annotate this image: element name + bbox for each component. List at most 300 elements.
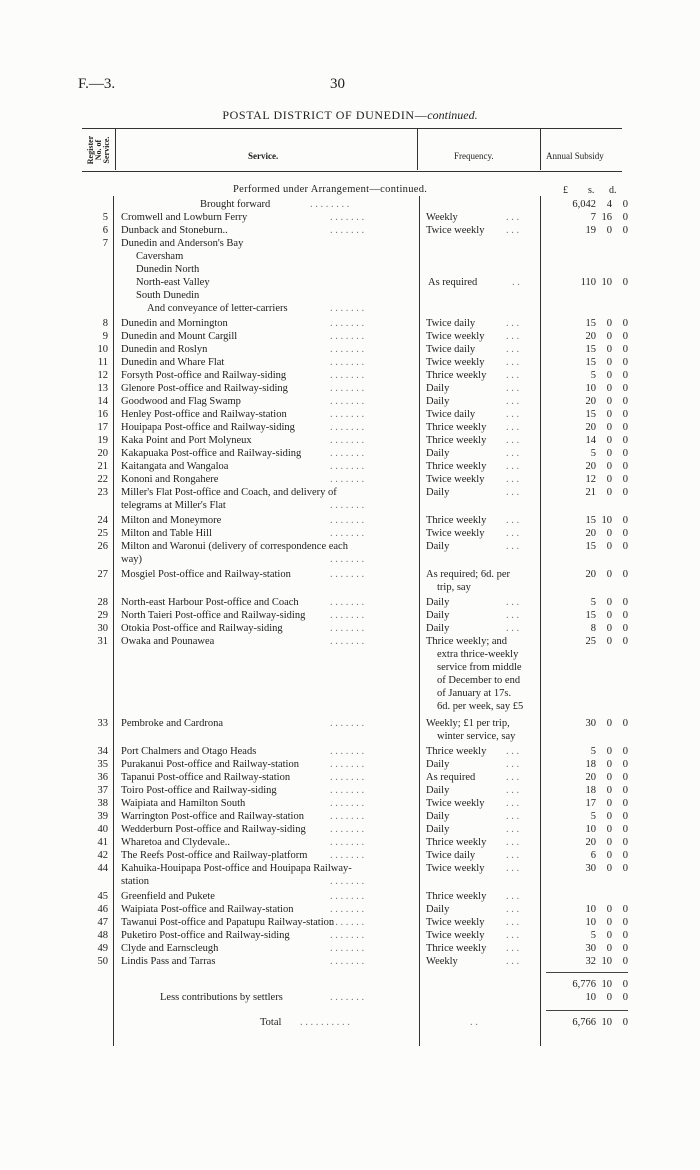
leader-dots: . . . . . . .: [330, 904, 365, 915]
leader-dots: . . . . . . .: [330, 357, 365, 368]
leader-dots: . . . . . . .: [330, 370, 365, 381]
row-amount-shillings: 0: [606, 383, 612, 394]
row-amount-pounds: 12: [585, 474, 596, 485]
row-amount-shillings: 0: [606, 474, 612, 485]
leader-dots: . . . . . . .: [330, 409, 365, 420]
service-name: Milton and Moneymore: [121, 515, 222, 526]
leader-dots: . . . . . . .: [330, 225, 365, 236]
leader-dots: . . . . . . .: [330, 956, 365, 967]
row-amount-pounds: 8: [590, 623, 596, 634]
leader-dots: . . .: [506, 904, 520, 915]
row-amount-pounds: 5: [590, 370, 596, 381]
row-amount-pounds: 10: [585, 824, 596, 835]
frequency-column-rule: [417, 128, 418, 170]
register-number: 31: [97, 636, 108, 647]
service-name: Dunedin and Whare Flat: [121, 357, 225, 368]
row-amount-pence: 0: [622, 943, 628, 954]
frequency-body-rule: [419, 196, 420, 1046]
leader-dots: . . .: [506, 448, 520, 459]
leader-dots: . . . . . . .: [330, 569, 365, 580]
row-amount-pence: 0: [622, 746, 628, 757]
service-name: Dunedin and Mount Cargill: [121, 331, 238, 342]
row-amount-pence: 0: [622, 212, 628, 223]
row-amount-shillings: 0: [606, 904, 612, 915]
leader-dots: . . . . . . .: [330, 303, 365, 314]
service-name: Kaka Point and Port Molyneux: [121, 435, 252, 446]
row-amount-pounds: 15: [585, 344, 596, 355]
service-name: Dunedin and Anderson's Bay: [121, 238, 244, 249]
row-amount-shillings: 0: [606, 357, 612, 368]
register-number: 14: [97, 396, 108, 407]
leader-dots: . . .: [506, 863, 520, 874]
page-number: 30: [330, 76, 345, 92]
row-amount-shillings: 0: [606, 930, 612, 941]
row-amount-shillings: 0: [606, 746, 612, 757]
leader-dots: . . . . . . . .: [310, 199, 350, 210]
leader-dots: . . . . . . .: [330, 396, 365, 407]
service-line: South Dunedin: [136, 290, 200, 301]
register-number: 25: [97, 528, 108, 539]
register-body-rule: [113, 196, 114, 1046]
service-name: Miller's Flat Post-office and Coach, and delivery of: [121, 487, 337, 498]
leader-dots: . . . . . . .: [330, 610, 365, 621]
leader-dots: . . . . . . .: [330, 876, 365, 887]
leader-dots: . . . . . . .: [330, 331, 365, 342]
frequency: Daily: [426, 759, 450, 770]
leader-dots: . . . . . . .: [330, 759, 365, 770]
leader-dots: . . .: [506, 357, 520, 368]
frequency: Daily: [426, 541, 450, 552]
register-column-header: [86, 132, 112, 168]
row-amount-pence: 0: [622, 370, 628, 381]
frequency: As required; 6d. per: [426, 569, 510, 580]
row-amount-pence: 0: [622, 422, 628, 433]
title-main: POSTAL DISTRICT OF DUNEDIN—: [222, 108, 428, 122]
row-amount-shillings: 0: [606, 528, 612, 539]
service-name: Lindis Pass and Tarras: [121, 956, 216, 967]
leader-dots: . . . . . . .: [330, 435, 365, 446]
row-amount-pounds: 30: [585, 943, 596, 954]
row-amount-shillings: 16: [601, 212, 612, 223]
register-number: 17: [97, 422, 108, 433]
leader-dots: . . .: [506, 487, 520, 498]
row-amount-pence: 0: [622, 528, 628, 539]
pounds-symbol: £: [563, 185, 568, 196]
service-name: North Taieri Post-office and Railway-siding: [121, 610, 306, 621]
row-amount-shillings: 0: [606, 798, 612, 809]
row-amount-pence: 0: [622, 772, 628, 783]
row-amount-pounds: 5: [590, 811, 596, 822]
row-amount-pence: 0: [622, 277, 628, 288]
subtotal-amount-pounds: 6,776: [572, 979, 596, 990]
leader-dots: . . .: [506, 610, 520, 621]
service-name: Henley Post-office and Railway-station: [121, 409, 287, 420]
row-amount-pence: 0: [622, 798, 628, 809]
service-line: telegrams at Miller's Flat: [121, 500, 226, 511]
service-name: Clyde and Earnscleugh: [121, 943, 219, 954]
row-amount-pounds: 19: [585, 225, 596, 236]
less-amount-pence: 0: [622, 992, 628, 1003]
section-heading: Performed under Arrangement—continued.: [233, 184, 428, 195]
register-column-rule: [115, 128, 116, 170]
row-amount-shillings: 0: [606, 435, 612, 446]
row-amount-pounds: 17: [585, 798, 596, 809]
service-name: Dunback and Stoneburn..: [121, 225, 228, 236]
register-number: 30: [97, 623, 108, 634]
row-amount-shillings: 0: [606, 850, 612, 861]
service-name: Tawanui Post-office and Papatupu Railway-station: [121, 917, 335, 928]
frequency: Daily: [426, 785, 450, 796]
row-amount-pounds: 20: [585, 528, 596, 539]
leader-dots: . . . . . . .: [330, 461, 365, 472]
service-name: Dunedin and Mornington: [121, 318, 228, 329]
register-number: 19: [97, 435, 108, 446]
register-number: 9: [102, 331, 108, 342]
row-amount-pounds: 30: [585, 863, 596, 874]
frequency: Twice weekly: [426, 863, 485, 874]
leader-dots: . . . . . . .: [330, 811, 365, 822]
row-amount-shillings: 0: [606, 811, 612, 822]
leader-dots: . . . . . . .: [330, 798, 365, 809]
row-amount-pounds: 15: [585, 610, 596, 621]
frequency: Weekly: [426, 956, 458, 967]
register-number: 13: [97, 383, 108, 394]
row-amount-shillings: 0: [606, 461, 612, 472]
register-number: 20: [97, 448, 108, 459]
row-amount-pounds: 5: [590, 930, 596, 941]
register-number: 8: [102, 318, 108, 329]
frequency-line: extra thrice-weekly: [437, 649, 519, 660]
register-number: 37: [97, 785, 108, 796]
row-amount-pounds: 20: [585, 772, 596, 783]
leader-dots: . . .: [506, 597, 520, 608]
leader-dots: . . . . . . .: [330, 623, 365, 634]
leader-dots: . . . . . . .: [330, 930, 365, 941]
register-number: 21: [97, 461, 108, 472]
frequency: Weekly: [426, 212, 458, 223]
leader-dots: . . . . . . .: [330, 318, 365, 329]
row-amount-pounds: 18: [585, 785, 596, 796]
row-amount-pence: 0: [622, 569, 628, 580]
row-amount-pence: 0: [622, 448, 628, 459]
leader-dots: . . . . . . .: [330, 344, 365, 355]
leader-dots: . . . . . . .: [330, 597, 365, 608]
total-amount-pence: 0: [622, 1017, 628, 1028]
service-name: Milton and Waronui (delivery of correspondence each: [121, 541, 348, 552]
register-number: 45: [97, 891, 108, 902]
service-name: Owaka and Pounawea: [121, 636, 215, 647]
row-amount-pounds: 21: [585, 487, 596, 498]
register-number: 33: [97, 718, 108, 729]
leader-dots: . . .: [506, 515, 520, 526]
row-amount-shillings: 0: [606, 772, 612, 783]
row-amount-pounds: 5: [590, 448, 596, 459]
row-amount-pence: 0: [622, 904, 628, 915]
register-number: 28: [97, 597, 108, 608]
row-amount-pounds: 10: [585, 904, 596, 915]
document-reference: F.—3.: [78, 76, 116, 92]
service-name: Forsyth Post-office and Railway-siding: [121, 370, 287, 381]
leader-dots: . . .: [506, 785, 520, 796]
service-line: North-east Valley: [136, 277, 210, 288]
title-continued: continued.: [427, 108, 478, 122]
service-name: Kononi and Rongahere: [121, 474, 219, 485]
frequency: Daily: [426, 811, 450, 822]
leader-dots: . . .: [506, 528, 520, 539]
total-amount-shillings: 10: [601, 1017, 612, 1028]
leader-dots: . . . . . . .: [330, 992, 365, 1003]
service-line: station: [121, 876, 149, 887]
row-amount-pence: 0: [622, 785, 628, 796]
leader-dots: . . . . . . .: [330, 636, 365, 647]
row-amount-pounds: 7: [590, 212, 596, 223]
row-amount-shillings: 0: [606, 422, 612, 433]
service-name: Cromwell and Lowburn Ferry: [121, 212, 248, 223]
brought-forward-label: Brought forward: [200, 199, 271, 210]
leader-dots: . . . . . . .: [330, 891, 365, 902]
leader-dots: . . .: [506, 225, 520, 236]
subsidy-column-header: Annual Subsidy: [546, 151, 604, 161]
row-amount-shillings: 0: [606, 344, 612, 355]
leader-dots: . . . . . . .: [330, 718, 365, 729]
service-name: Greenfield and Pukete: [121, 891, 215, 902]
frequency: As required: [426, 772, 476, 783]
leader-dots: . . .: [506, 746, 520, 757]
leader-dots: . . .: [506, 917, 520, 928]
register-number: 11: [97, 357, 108, 368]
row-amount-pence: 0: [622, 541, 628, 552]
frequency: Daily: [426, 383, 450, 394]
service-line: And conveyance of letter-carriers: [147, 303, 288, 314]
register-number: 50: [97, 956, 108, 967]
frequency: Twice weekly: [426, 225, 485, 236]
leader-dots: . .: [470, 1017, 478, 1028]
register-number: 22: [97, 474, 108, 485]
leader-dots: . . . . . . .: [330, 528, 365, 539]
frequency: Twice daily: [426, 409, 476, 420]
leader-dots: . . .: [506, 383, 520, 394]
frequency-line: of December to end: [437, 675, 521, 686]
register-number: 24: [97, 515, 108, 526]
row-amount-pence: 0: [622, 956, 628, 967]
row-amount-pence: 0: [622, 344, 628, 355]
brought-forward-amount-shillings: 4: [606, 199, 612, 210]
frequency: Thrice weekly: [426, 891, 487, 902]
subsidy-body-rule: [540, 196, 541, 1046]
row-amount-pence: 0: [622, 636, 628, 647]
leader-dots: . . . . . . .: [330, 824, 365, 835]
row-amount-pounds: 15: [585, 541, 596, 552]
brought-forward-amount-pounds: 6,042: [572, 199, 596, 210]
frequency: Daily: [426, 597, 450, 608]
leader-dots: . . .: [506, 837, 520, 848]
leader-dots: . . . . . . .: [330, 917, 365, 928]
row-amount-pence: 0: [622, 461, 628, 472]
register-number: 23: [97, 487, 108, 498]
leader-dots: . . .: [506, 396, 520, 407]
service-name: Port Chalmers and Otago Heads: [121, 746, 257, 757]
register-number: 27: [97, 569, 108, 580]
frequency: Twice daily: [426, 850, 476, 861]
leader-dots: . . .: [506, 541, 520, 552]
leader-dots: . . .: [506, 435, 520, 446]
row-amount-pence: 0: [622, 357, 628, 368]
register-header-line: No. of: [94, 139, 103, 161]
row-amount-shillings: 0: [606, 785, 612, 796]
leader-dots: . . .: [506, 344, 520, 355]
frequency: Thrice weekly: [426, 422, 487, 433]
service-name: Milton and Table Hill: [121, 528, 212, 539]
service-name: Warrington Post-office and Railway-station: [121, 811, 304, 822]
service-name: Glenore Post-office and Railway-siding: [121, 383, 288, 394]
leader-dots: . . .: [506, 474, 520, 485]
frequency: Daily: [426, 448, 450, 459]
leader-dots: . . . . . . .: [330, 772, 365, 783]
row-amount-pounds: 32: [585, 956, 596, 967]
row-amount-shillings: 10: [601, 515, 612, 526]
row-amount-pence: 0: [622, 396, 628, 407]
page-title: [0, 108, 700, 123]
register-number: 10: [97, 344, 108, 355]
subtotal-amount-shillings: 10: [601, 979, 612, 990]
frequency-line: winter service, say: [437, 731, 516, 742]
service-name: Tapanui Post-office and Railway-station: [121, 772, 291, 783]
service-name: Goodwood and Flag Swamp: [121, 396, 241, 407]
row-amount-shillings: 0: [606, 448, 612, 459]
leader-dots: . . .: [506, 956, 520, 967]
leader-dots: . . .: [506, 409, 520, 420]
leader-dots: . . . . . . .: [330, 500, 365, 511]
register-number: 12: [97, 370, 108, 381]
leader-dots: . . .: [506, 370, 520, 381]
row-amount-pence: 0: [622, 718, 628, 729]
frequency: Daily: [426, 487, 450, 498]
row-amount-pounds: 5: [590, 746, 596, 757]
leader-dots: . . .: [506, 461, 520, 472]
pence-symbol: d.: [609, 185, 617, 196]
row-amount-shillings: 0: [606, 623, 612, 634]
service-name: Kakapuaka Post-office and Railway-siding: [121, 448, 302, 459]
row-amount-pounds: 15: [585, 318, 596, 329]
register-number: 26: [97, 541, 108, 552]
row-amount-pounds: 30: [585, 718, 596, 729]
leader-dots: . . . . . . .: [330, 746, 365, 757]
leader-dots: . . .: [506, 943, 520, 954]
service-name: Wedderburn Post-office and Railway-siding: [121, 824, 306, 835]
subtotal-amount-pence: 0: [622, 979, 628, 990]
row-amount-pounds: 110: [580, 277, 596, 288]
row-amount-pence: 0: [622, 759, 628, 770]
row-amount-pounds: 14: [585, 435, 596, 446]
leader-dots: . . .: [506, 891, 520, 902]
row-amount-pence: 0: [622, 318, 628, 329]
leader-dots: . . . . . . .: [330, 850, 365, 861]
service-name: Otokia Post-office and Railway-siding: [121, 623, 283, 634]
frequency: Thrice weekly: [426, 746, 487, 757]
row-amount-shillings: 0: [606, 610, 612, 621]
row-amount-shillings: 10: [601, 277, 612, 288]
row-amount-pounds: 10: [585, 383, 596, 394]
register-number: 16: [97, 409, 108, 420]
service-name: Dunedin and Roslyn: [121, 344, 208, 355]
frequency: Thrice weekly: [426, 370, 487, 381]
row-amount-pence: 0: [622, 597, 628, 608]
frequency: Thrice weekly; and: [426, 636, 508, 647]
frequency: Twice weekly: [426, 930, 485, 941]
row-amount-pounds: 20: [585, 331, 596, 342]
frequency-line: trip, say: [437, 582, 471, 593]
register-number: 48: [97, 930, 108, 941]
frequency: Thrice weekly: [426, 837, 487, 848]
row-amount-pounds: 20: [585, 396, 596, 407]
row-amount-shillings: 10: [601, 956, 612, 967]
frequency-line: of January at 17s.: [437, 688, 512, 699]
frequency: Twice weekly: [426, 528, 485, 539]
subsidy-column-rule: [540, 128, 541, 170]
service-name: Kahuika-Houipapa Post-office and Houipapa Railway-: [121, 863, 352, 874]
frequency: Daily: [426, 824, 450, 835]
row-amount-shillings: 0: [606, 487, 612, 498]
service-name: Waipiata and Hamilton South: [121, 798, 246, 809]
row-amount-shillings: 0: [606, 318, 612, 329]
service-name: Puketiro Post-office and Railway-siding: [121, 930, 290, 941]
row-amount-shillings: 0: [606, 718, 612, 729]
leader-dots: . . .: [506, 772, 520, 783]
row-amount-shillings: 0: [606, 541, 612, 552]
frequency: Twice weekly: [426, 917, 485, 928]
row-amount-pence: 0: [622, 930, 628, 941]
less-contributions-label: Less contributions by settlers: [160, 992, 283, 1003]
register-number: 36: [97, 772, 108, 783]
leader-dots: . . .: [506, 850, 520, 861]
service-name: Purakanui Post-office and Railway-station: [121, 759, 299, 770]
service-name: Wharetoa and Clydevale..: [121, 837, 231, 848]
leader-dots: . . .: [506, 824, 520, 835]
row-amount-pounds: 20: [585, 461, 596, 472]
row-amount-shillings: 0: [606, 917, 612, 928]
column-header-band: [82, 128, 622, 172]
leader-dots: . . . . . . .: [330, 943, 365, 954]
row-amount-shillings: 0: [606, 597, 612, 608]
frequency: Daily: [426, 610, 450, 621]
row-amount-pence: 0: [622, 850, 628, 861]
row-amount-pence: 0: [622, 863, 628, 874]
row-amount-pence: 0: [622, 409, 628, 420]
row-amount-pounds: 20: [585, 569, 596, 580]
row-amount-pounds: 15: [585, 409, 596, 420]
service-line: way): [121, 554, 142, 565]
row-amount-pence: 0: [622, 515, 628, 526]
frequency: Twice weekly: [426, 357, 485, 368]
frequency: As required: [428, 277, 478, 288]
shillings-symbol: s.: [588, 185, 595, 196]
leader-dots: . . .: [506, 212, 520, 223]
leader-dots: . . . . . . .: [330, 515, 365, 526]
row-amount-shillings: 0: [606, 409, 612, 420]
row-amount-pence: 0: [622, 383, 628, 394]
leader-dots: . . .: [506, 318, 520, 329]
leader-dots: . . . . . . .: [330, 383, 365, 394]
register-header-line: Register: [86, 135, 95, 165]
leader-dots: . . . . . . .: [330, 212, 365, 223]
service-name: The Reefs Post-office and Railway-platform: [121, 850, 308, 861]
service-name: Waipiata Post-office and Railway-station: [121, 904, 294, 915]
row-amount-shillings: 0: [606, 824, 612, 835]
service-name: North-east Harbour Post-office and Coach: [121, 597, 299, 608]
row-amount-pence: 0: [622, 623, 628, 634]
register-number: 35: [97, 759, 108, 770]
register-number: 40: [97, 824, 108, 835]
